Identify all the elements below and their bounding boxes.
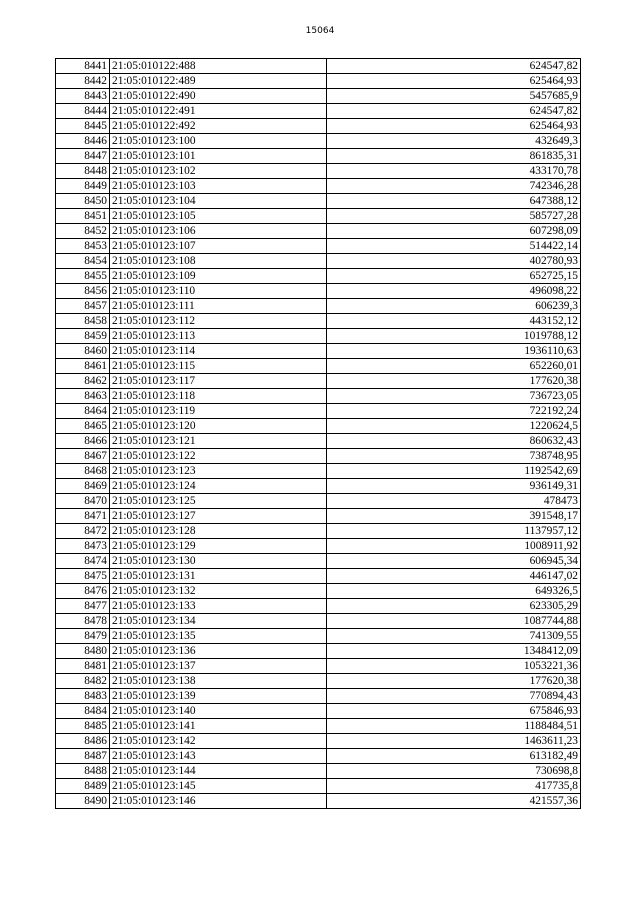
value-cell: 623305,29 <box>327 599 581 614</box>
table-row <box>56 419 581 434</box>
cadastral-number-cell: 21:05:010123:131 <box>110 569 327 584</box>
cadastral-number-cell: 21:05:010123:124 <box>110 479 327 494</box>
table-row <box>56 359 581 374</box>
table-row <box>56 404 581 419</box>
cadastral-number-cell: 21:05:010123:139 <box>110 689 327 704</box>
cadastral-number-cell: 21:05:010122:489 <box>110 74 327 89</box>
row-number-cell: 8478 <box>56 614 110 629</box>
row-number-cell: 8479 <box>56 629 110 644</box>
table-row <box>56 59 581 74</box>
table-row <box>56 644 581 659</box>
cadastral-number-cell: 21:05:010123:121 <box>110 434 327 449</box>
value-cell: 722192,24 <box>327 404 581 419</box>
cadastral-number-cell: 21:05:010123:145 <box>110 779 327 794</box>
value-cell: 860632,43 <box>327 434 581 449</box>
cadastral-number-cell: 21:05:010123:107 <box>110 239 327 254</box>
row-number-cell: 8468 <box>56 464 110 479</box>
row-number-cell: 8457 <box>56 299 110 314</box>
cadastral-number-cell: 21:05:010123:129 <box>110 539 327 554</box>
row-number-cell: 8474 <box>56 554 110 569</box>
cadastral-number-cell: 21:05:010123:104 <box>110 194 327 209</box>
cadastral-number-cell: 21:05:010123:103 <box>110 179 327 194</box>
row-number-cell: 8445 <box>56 119 110 134</box>
table-row <box>56 719 581 734</box>
row-number-cell: 8486 <box>56 734 110 749</box>
row-number-cell: 8471 <box>56 509 110 524</box>
value-cell: 607298,09 <box>327 224 581 239</box>
table-row <box>56 119 581 134</box>
table-row <box>56 179 581 194</box>
row-number-cell: 8448 <box>56 164 110 179</box>
cadastral-number-cell: 21:05:010123:146 <box>110 794 327 809</box>
cadastral-number-cell: 21:05:010123:128 <box>110 524 327 539</box>
table-row <box>56 224 581 239</box>
table-row <box>56 659 581 674</box>
table-row <box>56 374 581 389</box>
table-row <box>56 314 581 329</box>
value-cell: 496098,22 <box>327 284 581 299</box>
row-number-cell: 8451 <box>56 209 110 224</box>
table-row <box>56 104 581 119</box>
value-cell: 417735,8 <box>327 779 581 794</box>
value-cell: 624547,82 <box>327 104 581 119</box>
row-number-cell: 8485 <box>56 719 110 734</box>
row-number-cell: 8465 <box>56 419 110 434</box>
cadastral-number-cell: 21:05:010123:138 <box>110 674 327 689</box>
value-cell: 730698,8 <box>327 764 581 779</box>
cadastral-number-cell: 21:05:010123:137 <box>110 659 327 674</box>
row-number-cell: 8488 <box>56 764 110 779</box>
table-row <box>56 614 581 629</box>
row-number-cell: 8452 <box>56 224 110 239</box>
row-number-cell: 8464 <box>56 404 110 419</box>
cadastral-number-cell: 21:05:010123:106 <box>110 224 327 239</box>
value-cell: 1137957,12 <box>327 524 581 539</box>
cadastral-number-cell: 21:05:010122:490 <box>110 89 327 104</box>
cadastral-number-cell: 21:05:010123:125 <box>110 494 327 509</box>
value-cell: 613182,49 <box>327 749 581 764</box>
cadastral-number-cell: 21:05:010123:120 <box>110 419 327 434</box>
value-cell: 936149,31 <box>327 479 581 494</box>
row-number-cell: 8483 <box>56 689 110 704</box>
value-cell: 5457685,9 <box>327 89 581 104</box>
table-row <box>56 674 581 689</box>
cadastral-number-cell: 21:05:010123:105 <box>110 209 327 224</box>
cadastral-number-cell: 21:05:010123:112 <box>110 314 327 329</box>
table-row <box>56 269 581 284</box>
value-cell: 625464,93 <box>327 119 581 134</box>
value-cell: 421557,36 <box>327 794 581 809</box>
row-number-cell: 8459 <box>56 329 110 344</box>
value-cell: 738748,95 <box>327 449 581 464</box>
table-row <box>56 734 581 749</box>
page-number: 15064 <box>305 26 335 36</box>
table-row <box>56 629 581 644</box>
value-cell: 736723,05 <box>327 389 581 404</box>
row-number-cell: 8442 <box>56 74 110 89</box>
table-row <box>56 764 581 779</box>
row-number-cell: 8447 <box>56 149 110 164</box>
cadastral-number-cell: 21:05:010123:115 <box>110 359 327 374</box>
value-cell: 649326,5 <box>327 584 581 599</box>
table-row <box>56 794 581 809</box>
table-row <box>56 299 581 314</box>
table-row <box>56 704 581 719</box>
value-cell: 1188484,51 <box>327 719 581 734</box>
row-number-cell: 8443 <box>56 89 110 104</box>
table-row <box>56 584 581 599</box>
table-row <box>56 569 581 584</box>
row-number-cell: 8469 <box>56 479 110 494</box>
table-row <box>56 194 581 209</box>
table-row <box>56 434 581 449</box>
value-cell: 652260,01 <box>327 359 581 374</box>
row-number-cell: 8480 <box>56 644 110 659</box>
row-number-cell: 8475 <box>56 569 110 584</box>
table-row <box>56 554 581 569</box>
cadastral-number-cell: 21:05:010123:142 <box>110 734 327 749</box>
row-number-cell: 8455 <box>56 269 110 284</box>
value-cell: 1019788,12 <box>327 329 581 344</box>
row-number-cell: 8467 <box>56 449 110 464</box>
value-cell: 177620,38 <box>327 374 581 389</box>
table-row <box>56 449 581 464</box>
value-cell: 1053221,36 <box>327 659 581 674</box>
table-row <box>56 344 581 359</box>
cadastral-number-cell: 21:05:010123:141 <box>110 719 327 734</box>
cadastral-number-cell: 21:05:010123:101 <box>110 149 327 164</box>
row-number-cell: 8490 <box>56 794 110 809</box>
cadastral-number-cell: 21:05:010123:119 <box>110 404 327 419</box>
row-number-cell: 8444 <box>56 104 110 119</box>
value-cell: 1463611,23 <box>327 734 581 749</box>
cadastral-number-cell: 21:05:010123:111 <box>110 299 327 314</box>
table-row <box>56 239 581 254</box>
table-row <box>56 479 581 494</box>
cadastral-number-cell: 21:05:010123:132 <box>110 584 327 599</box>
cadastral-number-cell: 21:05:010123:100 <box>110 134 327 149</box>
table-body <box>56 59 581 809</box>
value-cell: 446147,02 <box>327 569 581 584</box>
cadastral-number-cell: 21:05:010123:102 <box>110 164 327 179</box>
table-row <box>56 524 581 539</box>
value-cell: 432649,3 <box>327 134 581 149</box>
table-row <box>56 599 581 614</box>
cadastral-number-cell: 21:05:010123:140 <box>110 704 327 719</box>
value-cell: 625464,93 <box>327 74 581 89</box>
row-number-cell: 8446 <box>56 134 110 149</box>
table-row <box>56 329 581 344</box>
value-cell: 741309,55 <box>327 629 581 644</box>
row-number-cell: 8449 <box>56 179 110 194</box>
row-number-cell: 8466 <box>56 434 110 449</box>
row-number-cell: 8460 <box>56 344 110 359</box>
table-row <box>56 509 581 524</box>
table-row <box>56 149 581 164</box>
row-number-cell: 8450 <box>56 194 110 209</box>
cadastral-number-cell: 21:05:010122:492 <box>110 119 327 134</box>
row-number-cell: 8482 <box>56 674 110 689</box>
table-row <box>56 689 581 704</box>
value-cell: 624547,82 <box>327 59 581 74</box>
cadastral-number-cell: 21:05:010122:488 <box>110 59 327 74</box>
table-row <box>56 254 581 269</box>
value-cell: 478473 <box>327 494 581 509</box>
cadastral-number-cell: 21:05:010123:130 <box>110 554 327 569</box>
row-number-cell: 8461 <box>56 359 110 374</box>
cadastral-number-cell: 21:05:010123:133 <box>110 599 327 614</box>
cadastral-number-cell: 21:05:010123:135 <box>110 629 327 644</box>
row-number-cell: 8477 <box>56 599 110 614</box>
value-cell: 652725,15 <box>327 269 581 284</box>
table-row <box>56 464 581 479</box>
table-row <box>56 134 581 149</box>
row-number-cell: 8489 <box>56 779 110 794</box>
cadastral-number-cell: 21:05:010123:127 <box>110 509 327 524</box>
value-cell: 1008911,92 <box>327 539 581 554</box>
value-cell: 433170,78 <box>327 164 581 179</box>
cadastral-number-cell: 21:05:010122:491 <box>110 104 327 119</box>
table-row <box>56 779 581 794</box>
cadastral-number-cell: 21:05:010123:113 <box>110 329 327 344</box>
cadastral-number-cell: 21:05:010123:117 <box>110 374 327 389</box>
table-row <box>56 389 581 404</box>
cadastral-number-cell: 21:05:010123:136 <box>110 644 327 659</box>
table-row <box>56 164 581 179</box>
value-cell: 606239,3 <box>327 299 581 314</box>
table-row <box>56 284 581 299</box>
value-cell: 402780,93 <box>327 254 581 269</box>
row-number-cell: 8441 <box>56 59 110 74</box>
row-number-cell: 8470 <box>56 494 110 509</box>
value-cell: 675846,93 <box>327 704 581 719</box>
row-number-cell: 8462 <box>56 374 110 389</box>
row-number-cell: 8481 <box>56 659 110 674</box>
row-number-cell: 8456 <box>56 284 110 299</box>
value-cell: 585727,28 <box>327 209 581 224</box>
cadastral-number-cell: 21:05:010123:122 <box>110 449 327 464</box>
table-row <box>56 74 581 89</box>
row-number-cell: 8472 <box>56 524 110 539</box>
table-row <box>56 749 581 764</box>
cadastral-number-cell: 21:05:010123:144 <box>110 764 327 779</box>
value-cell: 1087744,88 <box>327 614 581 629</box>
table-row <box>56 89 581 104</box>
row-number-cell: 8463 <box>56 389 110 404</box>
cadastral-number-cell: 21:05:010123:143 <box>110 749 327 764</box>
value-cell: 770894,43 <box>327 689 581 704</box>
value-cell: 861835,31 <box>327 149 581 164</box>
table-row <box>56 539 581 554</box>
table-row <box>56 494 581 509</box>
cadastral-number-cell: 21:05:010123:108 <box>110 254 327 269</box>
value-cell: 443152,12 <box>327 314 581 329</box>
cadastral-value-table <box>55 58 581 809</box>
cadastral-number-cell: 21:05:010123:109 <box>110 269 327 284</box>
row-number-cell: 8484 <box>56 704 110 719</box>
row-number-cell: 8453 <box>56 239 110 254</box>
cadastral-number-cell: 21:05:010123:118 <box>110 389 327 404</box>
cadastral-number-cell: 21:05:010123:123 <box>110 464 327 479</box>
row-number-cell: 8454 <box>56 254 110 269</box>
value-cell: 606945,34 <box>327 554 581 569</box>
value-cell: 391548,17 <box>327 509 581 524</box>
value-cell: 1220624,5 <box>327 419 581 434</box>
cadastral-number-cell: 21:05:010123:114 <box>110 344 327 359</box>
row-number-cell: 8476 <box>56 584 110 599</box>
cadastral-number-cell: 21:05:010123:134 <box>110 614 327 629</box>
value-cell: 1348412,09 <box>327 644 581 659</box>
cadastral-number-cell: 21:05:010123:110 <box>110 284 327 299</box>
row-number-cell: 8473 <box>56 539 110 554</box>
value-cell: 1192542,69 <box>327 464 581 479</box>
value-cell: 1936110,63 <box>327 344 581 359</box>
table-row <box>56 209 581 224</box>
value-cell: 647388,12 <box>327 194 581 209</box>
value-cell: 514422,14 <box>327 239 581 254</box>
value-cell: 177620,38 <box>327 674 581 689</box>
row-number-cell: 8458 <box>56 314 110 329</box>
row-number-cell: 8487 <box>56 749 110 764</box>
value-cell: 742346,28 <box>327 179 581 194</box>
